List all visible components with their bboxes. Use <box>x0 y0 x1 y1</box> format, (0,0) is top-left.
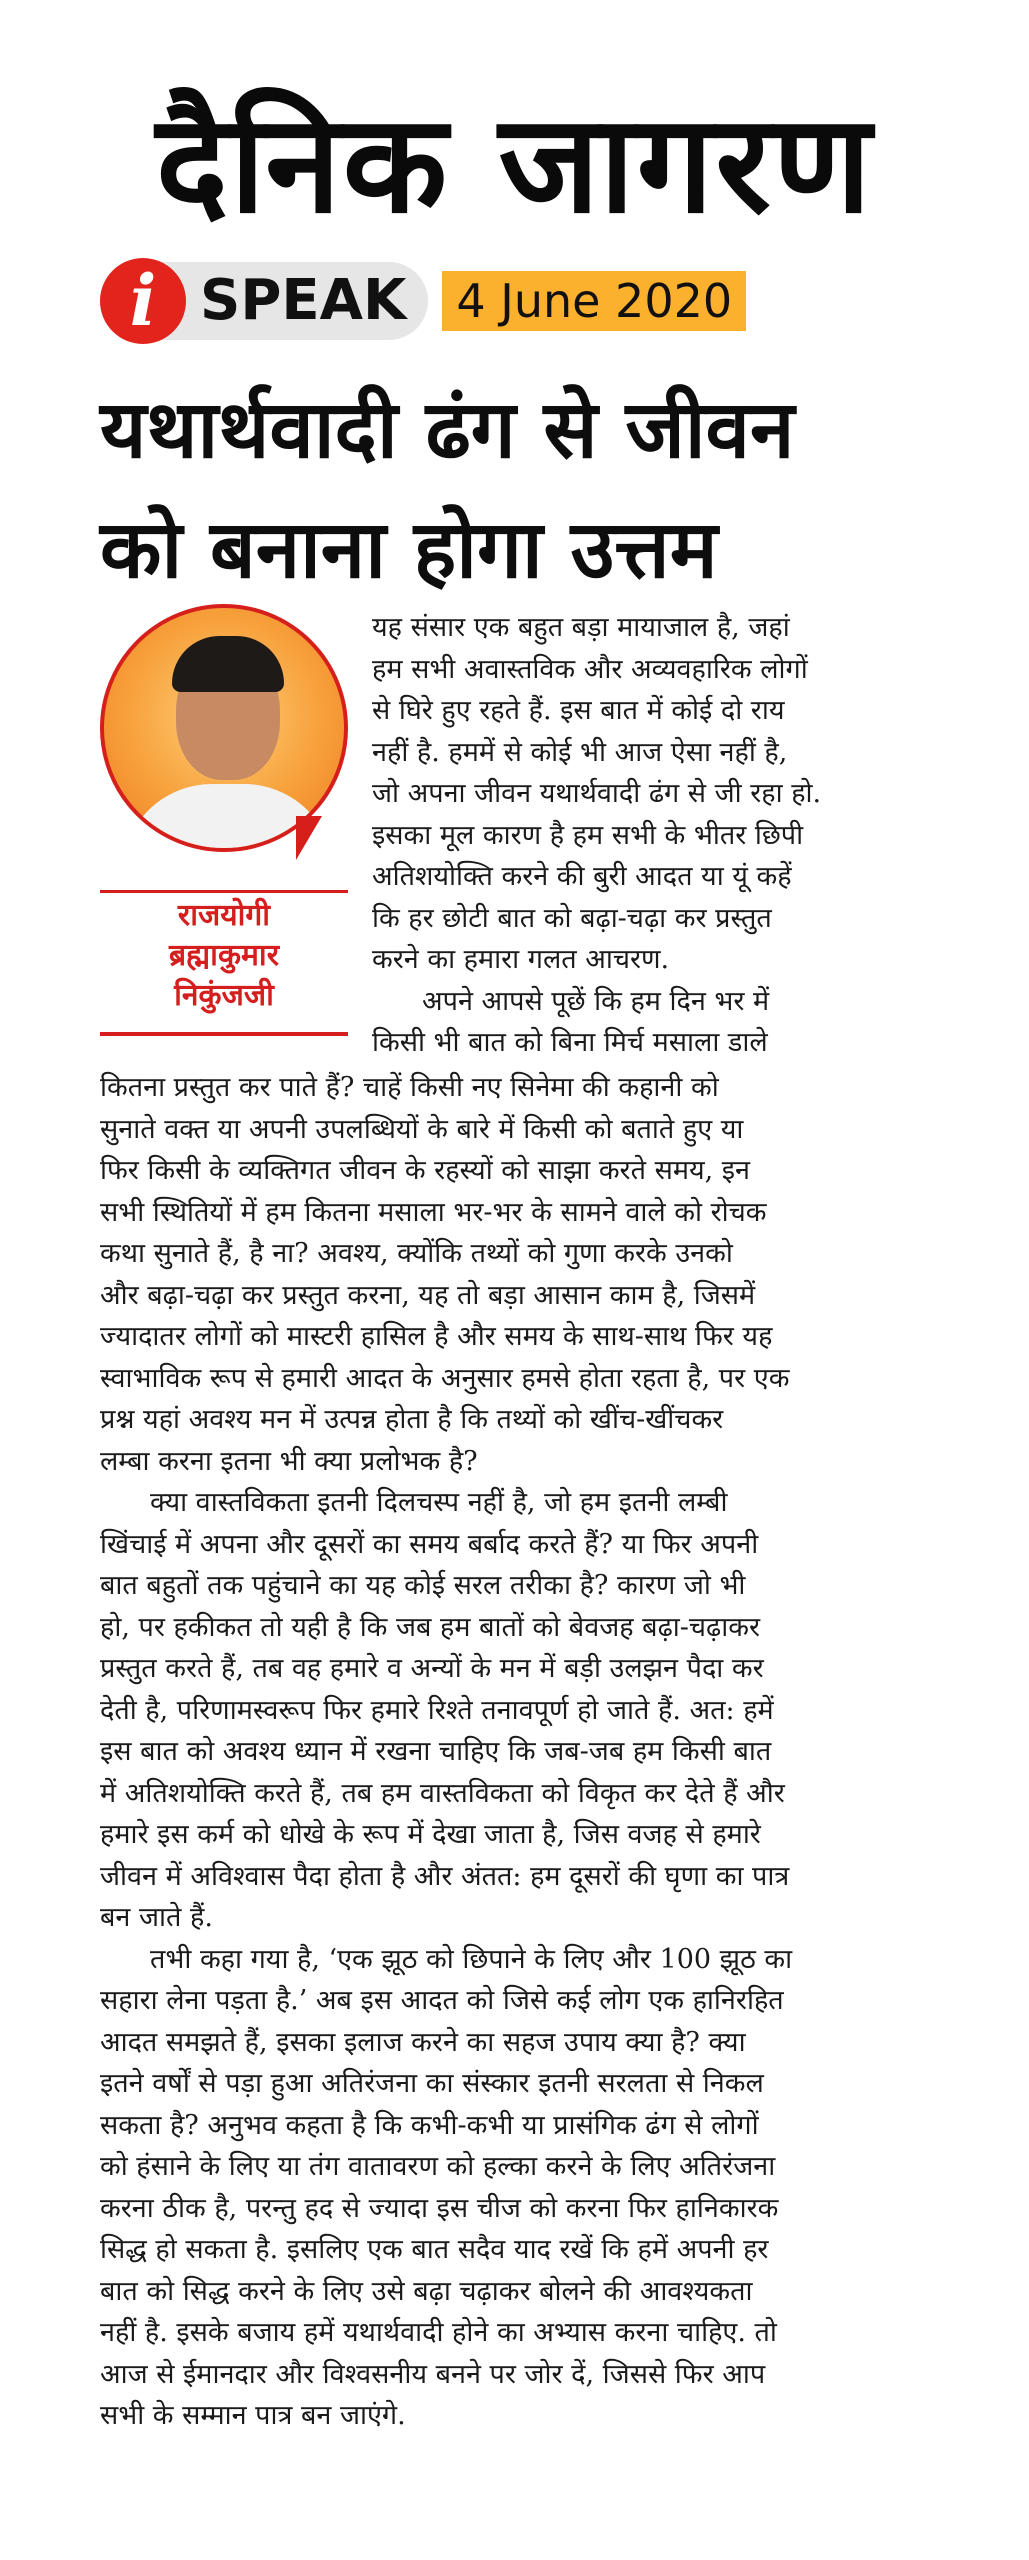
article-line: सहारा लेना पड़ता है.’ अब इस आदत को जिसे कई लोग एक हानिरहित <box>100 1985 784 2016</box>
article-line: लम्बा करना इतना भी क्या प्रलोभक है? <box>100 1445 478 1477</box>
author-hair <box>172 636 284 692</box>
article-line: में अतिशयोक्ति करते हैं, तब हम वास्तविकता को विकृत कर देते हैं और <box>100 1777 785 1809</box>
speech-bubble-tail <box>296 816 322 860</box>
article-line: फिर किसी के व्यक्तिगत जीवन के रहस्यों को साझा करते समय, इन <box>100 1155 751 1186</box>
article-line: स्वाभाविक रूप से हमारी आदत के अनुसार हमसे होता रहता है, पर एक <box>100 1362 790 1394</box>
article-line: हो, पर हकीकत तो यही है कि जब हम बातों को बेवजह बढ़ा-चढ़ाकर <box>100 1611 761 1643</box>
author-name: निकुंजजी <box>174 978 274 1013</box>
article-right-column <box>372 607 992 1064</box>
article-line: क्या वास्तविकता इतनी दिलचस्प नहीं है, जो हम इतनी लम्बी <box>150 1487 728 1518</box>
article-line: कितना प्रस्तुत कर पाते हैं? चाहें किसी नए सिनेमा की कहानी को <box>100 1072 719 1103</box>
author-portrait-circle <box>100 604 348 852</box>
article-line: इसका मूल कारण है हम सभी के भीतर छिपी <box>372 819 804 851</box>
article-line: बात बहुतों तक पहुंचाने का यह कोई सरल तरीका है? कारण जो भी <box>100 1570 746 1601</box>
author-caption <box>100 896 348 1016</box>
ispeak-logo-icon: i <box>100 258 186 344</box>
article-line: नहीं है. इसके बजाय हमें यथार्थवादी होने का अभ्यास करना चाहिए. तो <box>100 2317 777 2348</box>
article-body <box>100 1067 992 2437</box>
article-line: हमारे इस कर्म को धोखे के रूप में देखा जाता है, जिस वजह से हमारे <box>100 1819 761 1850</box>
article-line: किसी भी बात को बिना मिर्च मसाला डाले <box>372 1027 768 1058</box>
article-line: हम सभी अवास्तविक और अव्यवहारिक लोगों <box>372 653 808 685</box>
article-line: करना ठीक है, परन्तु हद से ज्यादा इस चीज को करना फिर हानिकारक <box>100 2192 779 2224</box>
headline-line-2: को बनाना होगा उत्तम <box>100 503 718 596</box>
article-line: ज्यादातर लोगों को मास्टरी हासिल है और समय के साथ-साथ फिर यह <box>100 1321 773 1352</box>
author-photo <box>100 604 350 874</box>
article-line: सुनाते वक्त या अपनी उपलब्धियों के बारे में किसी को बताते हुए या <box>100 1113 744 1145</box>
article-line: सभी के सम्मान पात्र बन जाएंगे. <box>100 2400 406 2431</box>
article-line: कथा सुनाते हैं, है ना? अवश्य, क्योंकि तथ्यों को गुणा करके उनको <box>100 1238 733 1269</box>
article-line: को हंसाने के लिए या तंग वातावरण को हल्का करने के लिए अतिरंजना <box>100 2151 776 2182</box>
article-headline <box>100 370 960 610</box>
article-line: बन जाते हैं. <box>100 1902 213 1933</box>
article-line: खिंचाई में अपना और दूसरों का समय बर्बाद करते हैं? या फिर अपनी <box>100 1528 759 1560</box>
article-line: इतने वर्षों से पड़ा हुआ अतिरंजना का संस्कार इतनी सरलता से निकल <box>100 2068 764 2099</box>
publication-date: 4 June 2020 <box>442 271 746 331</box>
caption-divider-top <box>100 890 348 893</box>
ispeak-banner <box>100 258 746 344</box>
article-line: से घिरे हुए रहते हैं. इस बात में कोई दो राय <box>372 695 785 726</box>
article-line: अतिशयोक्ति करने की बुरी आदत या यूं कहें <box>372 861 792 892</box>
article-line: नहीं है. हममें से कोई भी आज ऐसा नहीं है, <box>372 736 788 768</box>
article-line: यह संसार एक बहुत बड़ा मायाजाल है, जहां <box>372 612 790 643</box>
article-line: सकता है? अनुभव कहता है कि कभी-कभी या प्रासंगिक ढंग से लोगों <box>100 2109 759 2141</box>
newspaper-masthead: दैनिक जागरण <box>155 86 874 244</box>
article-line: प्रश्न यहां अवश्य मन में उत्पन्न होता है कि तथ्यों को खींच-खींचकर <box>100 1404 724 1435</box>
author-subtitle: ब्रह्माकुमार <box>169 938 279 973</box>
ispeak-label: SPEAK <box>156 262 428 340</box>
article-line: और बढ़ा-चढ़ा कर प्रस्तुत करना, यह तो बड़ा आसान काम है, जिसमें <box>100 1279 756 1311</box>
article-line: आज से ईमानदार और विश्वसनीय बनने पर जोर दें, जिससे फिर आप <box>100 2358 766 2390</box>
article-line: तभी कहा गया है, ‘एक झूठ को छिपाने के लिए और 100 झूठ का <box>150 1943 793 1975</box>
article-line: करने का हमारा गलत आचरण. <box>372 944 670 975</box>
headline-line-1: यथार्थवादी ढंग से जीवन <box>100 383 795 476</box>
article-line: जो अपना जीवन यथार्थवादी ढंग से जी रहा हो. <box>372 778 822 809</box>
article-line: बात को सिद्ध करने के लिए उसे बढ़ा चढ़ाकर बोलने की आवश्यकता <box>100 2275 753 2307</box>
article-line: अपने आपसे पूछें कि हम दिन भर में <box>422 985 770 1017</box>
article-line: कि हर छोटी बात को बढ़ा-चढ़ा कर प्रस्तुत <box>372 902 772 934</box>
article-line: जीवन में अविश्वास पैदा होता है और अंतत: हम दूसरों की घृणा का पात्र <box>100 1860 790 1892</box>
article-line: सिद्ध हो सकता है. इसलिए एक बात सदैव याद रखें कि हमें अपनी हर <box>100 2234 769 2265</box>
article-line: इस बात को अवश्य ध्यान में रखना चाहिए कि जब-जब हम किसी बात <box>100 1736 772 1767</box>
author-title: राजयोगी <box>177 898 271 933</box>
article-line: सभी स्थितियों में हम कितना मसाला भर-भर के सामने वाले को रोचक <box>100 1196 767 1228</box>
article-line: प्रस्तुत करते हैं, तब वह हमारे व अन्यों के मन में बड़ी उलझन पैदा कर <box>100 1653 764 1684</box>
article-line: आदत समझते हैं, इसका इलाज करने का सहज उपाय क्या है? क्या <box>100 2026 746 2058</box>
caption-divider-bottom <box>100 1032 348 1036</box>
article-line: देती है, परिणामस्वरूप फिर हमारे रिश्ते तनावपूर्ण हो जाते हैं. अत: हमें <box>100 1694 774 1726</box>
